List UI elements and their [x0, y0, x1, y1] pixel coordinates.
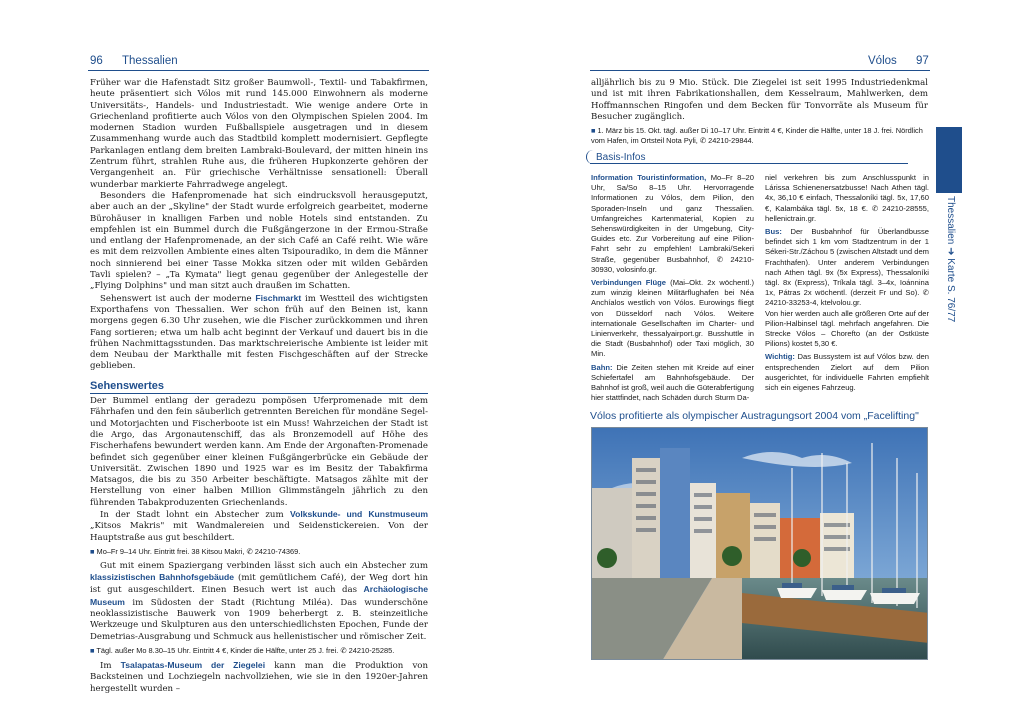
chapter-tab	[936, 127, 962, 193]
right-text-column	[591, 78, 928, 150]
header-rule-right	[590, 70, 930, 71]
basis-infos-rule	[590, 163, 908, 164]
info-bullet-icon: ■	[591, 126, 598, 136]
info-text: niel verkehren bis zum Anschlusspunkt in Lárissa Schienenersatzbusse! Nach Athen tägl. 4x, 36,10 € einfach, Thessaloníki tägl. 5x, 17,60 €, Kalambáka tägl. 5x, 18 €. ✆ 24210-28555, hellenictrain.gr.	[765, 173, 929, 223]
archaeo-info	[90, 646, 428, 656]
info-text: Das Bussystem ist auf Vólos bzw. den entsprechenden Zielort auf dem Pilion ausgerichtet, für individuelle Fahrten empfiehlt sich ein eigenes Fahrzeug.	[765, 352, 929, 393]
info-text: (Mai–Okt. 2x wöchentl.) zum winzig kleinen Militärflughafen bei Néa Anchíalos westlich von Vólos. Eurowings fliegt von Düsseldorf nach Vólos. Weitere internationale Gesellschaften im Charter- und Linienverkehr, thessalyairport.gr. Busshuttle in die Stadt (Busbahnhof) oder Taxi möglich, 30 Min.	[591, 278, 754, 359]
volkskunde-term: Volkskunde- und Kunstmuseum	[290, 508, 429, 519]
info-column-left	[591, 173, 754, 403]
volkskunde-before: In der Stadt lohnt ein Abstecher zum	[100, 509, 291, 520]
bahnhof-paragraph	[90, 561, 428, 643]
info-text: Die Zeiten stehen mit Kreide auf einer Schiefertafel am Bahnhofsgebäude. Der Bahnhof ist groß, weil auch die Güterabfertigung hier stattfindet, nach Schäden durch Sturm Da-	[591, 362, 754, 403]
info-bullet-icon: ■	[90, 645, 97, 655]
volkskunde-paragraph	[90, 509, 428, 544]
continuation-paragraph: alljährlich bis zu 9 Mio. Stück. Die Ziegelei ist seit 1995 Industriedenkmal und ist mit ihren Fabrikationshallen, dem Kesselraum, Mahlwerken, dem Hoffmannschen Ringofen und dem Becken für Tonvorräte als Museum für Besucher zugänglich.	[591, 78, 928, 122]
running-head-right: Vólos	[868, 55, 897, 67]
info-entry	[591, 363, 754, 404]
left-text-column	[90, 78, 428, 695]
bahnhof-after: im Südosten der Stadt (Richtung Miléa). Das wunderschöne neoklassizistische Bauwerk von 1909 beherbergt z. B. steinzeitliche Werkzeuge und Skulpturen aus den unterschiedlichsten Epochen, Funde der Demetrias-Ausgrabung und Schmuck aus hellenistischer und römischer Zeit.	[90, 597, 428, 642]
sehenswertes-paragraph: Der Bummel entlang der geradezu pompösen Uferpromenade mit dem Fährhafen und den fein säuberlich getrennten Bereichen für mondäne Segel- und Motorjachten und Fischerboote ist ein Muss! Wahrzeichen der Stadt ist die Argo, das Argonautenschiff, das als Bronzemodell auf Höhe des Fischerhafens bewundert werden kann. Am Ende der Argonaften-Promenade befindet sich gegenüber einer kleinen Fußgängerbrücke ein Gebäude der Universität. Zwischen 1890 und 1925 war es im Besitz der Tabakfirma Matsagos, die bis zu 350 Arbeiter beschäftigte. Matsagos zählte mit der Herstellung von einer halben Million Glimmstängeln jährlich zu den führenden Tabakproduzenten Griechenlands.	[90, 396, 428, 508]
info-entry	[765, 173, 929, 224]
tsalapatas-term: Tsalapatas-Museum der Ziegelei	[120, 659, 266, 670]
tsalapatas-paragraph	[90, 660, 428, 695]
photo-caption: Vólos profitierte als olympischer Austragungsort 2004 vom „Facelifting"	[590, 410, 919, 422]
promenade-paragraph: Besonders die Hafenpromenade hat sich eindrucksvoll herausgeputzt, aber auch an der „Skyline" der Stadt wurde erfolgreich gearbeitet, moderne Bürohäuser in knalligen Farben und noble Hotels sind entstanden. Zu empfehlen ist ein Bummel durch die Fußgängerzone in der Ermou-Straße und entlang der Hafenpromenade, an der sich Café an Café reiht. Wie wäre es mit dem reizvollen Ambiente eines alten Tsipouradiko, in dem die Männer noch sinnierend bei einer Tasse Mokka sitzen oder mit wilden Gebärden Tavli spielen? – „Ta Kymata" liegt genau gegenüber der Anlegestelle der „Flying Dolphins" und man sitzt auch draußen im Schatten.	[90, 190, 428, 292]
harbour-photo	[591, 427, 928, 660]
fischmarkt-paragraph	[90, 293, 428, 373]
info-text: Der Busbahnhof für Überlandbusse befindet sich 1 km vom Stadtzentrum in der 1 Sékeri-Str./Záchou 5 (zwischen Altstadt und dem Frachthafen). Unter anderem Verbindungen nach Athen tägl. 9x (5x Express), Thessaloníki tägl. 8x (Express), Tríkala tägl. 3–4x, Ioánnina 1x, Pátras 2x wöchentl. (derzeit Fr und So). ✆ 24210-33253-4, ktelvolou.gr.	[765, 227, 929, 308]
info-label: Bus:	[765, 227, 782, 237]
archaeo-term: Archäologische Museum	[90, 584, 428, 607]
basis-infos-title: Basis-Infos	[596, 152, 646, 163]
bracket-icon	[586, 150, 596, 164]
volkskunde-after: „Kitsos Makris" mit Wandmalereien und Seidenstickereien. Von der Hauptstraße aus gut beschildert.	[90, 521, 428, 543]
info-entry	[591, 173, 754, 275]
fischmarkt-term: Fischmarkt	[255, 292, 302, 303]
side-label[interactable]	[928, 196, 968, 326]
info-label: Verbindungen	[591, 278, 642, 288]
volkskunde-info-text: Mo–Fr 9–14 Uhr. Eintritt frei. 38 Kitsou Makri, ✆ 24210-74369.	[96, 546, 301, 556]
info-bullet-icon: ■	[90, 546, 97, 556]
ziegelei-info-text: 1. März bis 15. Okt. tägl. außer Di 10–17 Uhr. Eintritt 4 €, Kinder die Hälfte, unter 18 J. frei. Nördlich vom Hafen, im Ortsteil Nota Pyli, ✆ 24210-29844.	[591, 126, 923, 146]
fischmarkt-before: Sehenswert ist auch der moderne	[100, 293, 256, 304]
bahnhof-middle: (mit gemütlichem Café), der Weg dort hin ist gut ausgeschildert. Einen Besuch wert ist auch das	[90, 573, 429, 596]
volkskunde-info	[90, 547, 428, 557]
section-heading-sehenswertes: Sehenswertes	[90, 381, 428, 394]
info-text: Mo–Fr 8–20 Uhr, Sa/So 8–15 Uhr. Hervorragende Informationen zu Vólos, dem Pilion, den Sporaden-Inseln und ganz Thessalien. Umfangreiches Kartenmaterial, Kopien zu Sehenswürdigkeiten in der Umgebung, City-Guides etc. Zur Vorbereitung auf eine Pilion-Fahrt sehr zu empfehlen! Lambraki/Sekeri Straße, gegenüber Busbahnhof, ✆ 24210-30930, volosinfo.gr.	[591, 173, 754, 274]
tsalapatas-after: kann man die Produktion von Backsteinen und Lochziegeln nachvollziehen, wie sie in den 1920er-Jahren hergestellt wurden –	[90, 660, 429, 694]
info-label: Information	[591, 173, 633, 182]
info-entry	[765, 227, 929, 309]
running-head-left: Thessalien	[122, 55, 178, 67]
info-sublabel: Flüge	[645, 278, 667, 288]
header-rule-left	[88, 70, 429, 71]
tsalapatas-before: Im	[100, 660, 121, 671]
page-number-left: 96	[90, 55, 103, 67]
info-column-right	[765, 173, 929, 393]
page-number-right: 97	[916, 55, 929, 67]
info-label: Wichtig:	[765, 352, 795, 362]
info-entry	[765, 352, 929, 393]
right-page	[510, 0, 1020, 721]
info-entry	[591, 278, 754, 360]
intro-paragraph: Früher war die Hafenstadt Sitz großer Baumwoll-, Textil- und Tabakfirmen, heute präsentiert sich Vólos mit rund 145.000 Einwohnern als moderne Universitäts-, Handels- und Industriestadt. Wie wenige andere Orte in Griechenland profitierte auch Vólos von den Olympischen Spielen 2004. Im modernen Stadion wurden Fußballspiele ausgetragen und in diesem Zusammenhang wurde auch das Stadtbild komplett modernisiert. Gepflegte Parkanlagen entlang dem breiten Lambraki-Boulevard, der mitten hinein ins Zentrum führt, strahlen Ruhe aus, die früheren Hupkonzerte gehören der Vergangenheit an. Für griechische Verhältnisse sensationell: Überall wunderbar markierte Fahrradwege angelegt.	[90, 78, 428, 190]
basis-infos-heading	[590, 152, 908, 166]
info-sublabel: Touristinformation,	[637, 173, 707, 182]
archaeo-info-text: Tägl. außer Mo 8.30–15 Uhr. Eintritt 4 €, Kinder die Hälfte, unter 25 J. frei. ✆ 24210-25285.	[96, 645, 395, 655]
bahnhof-term: klassizistischen Bahnhofsgebäude	[90, 572, 235, 583]
info-text: Von hier werden auch alle größeren Orte auf der Pilion-Halbinsel tägl. mehrfach angefahren. Die Strecke Vólos – Chorefto (an der Ostküste Pilions) kostet 5,30 €.	[765, 308, 929, 349]
info-entry	[765, 309, 929, 350]
side-label-text: Thessalien ➜ Karte S. 76/77	[945, 196, 956, 323]
fischmarkt-after: im Westteil des wichtigsten Exporthafens von Thessalien. Wer schon früh auf den Beinen ist, kann morgens gegen 6.30 Uhr zusehen, wie die Fischer zurückkommen und ihren Fang sortieren; etwa um halb acht beginnt der Verkauf und dauert bis in die frühen Nachmittagsstunden. Das marktschreierische Ambiente ist leider mit dem Neubau der Markthalle mit festen Fischgeschäften auf der Strecke geblieben.	[90, 293, 429, 372]
info-label: Bahn:	[591, 362, 613, 372]
ziegelei-info	[591, 126, 928, 146]
bahnhof-before: Gut mit einem Spaziergang verbinden lässt sich auch ein Abstecher zum	[100, 560, 428, 571]
